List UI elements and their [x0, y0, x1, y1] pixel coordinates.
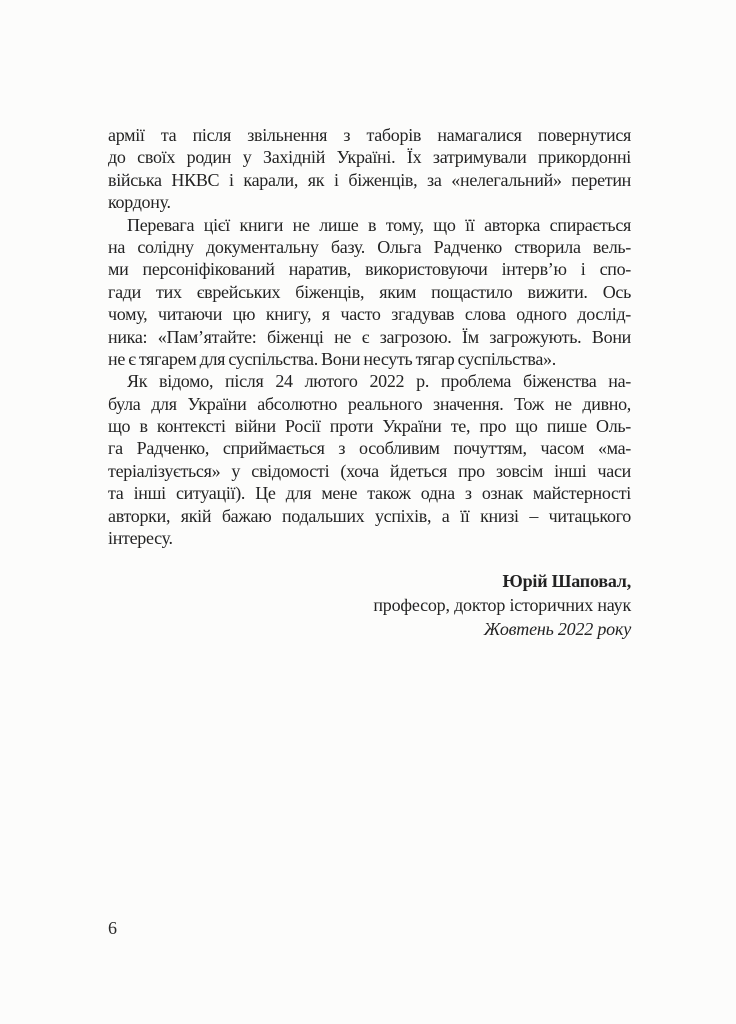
- text-line: не є тягарем для суспільства. Вони несуть тягар суспільства».: [108, 348, 556, 369]
- paragraph: [108, 214, 631, 371]
- signature-date: Жовтень 2022 року: [483, 619, 631, 640]
- text-line: та інші ситуації). Це для мене також одна з ознак майстерності: [108, 483, 631, 504]
- text-line: чому, читаючи цю книгу, я часто згадував слова одного дослід-: [108, 304, 631, 325]
- text-line: до своїх родин у Західній Україні. Їх затримували прикордонні: [108, 147, 631, 168]
- text-line: ника: «Пам’ятайте: біженці не є загрозою. Їм загрожують. Вони: [108, 326, 631, 347]
- text-line: інтересу.: [108, 528, 173, 549]
- text-line: теріалізується» у свідомості (хоча йдеться про зовсім інші часи: [108, 460, 631, 481]
- page-number: 6: [108, 918, 117, 938]
- text-line: війська НКВС і карали, як і біженців, за «нелегальний» перетин: [108, 169, 631, 190]
- text-line: Перевага цієї книги не лише в тому, що її авторка спирається: [127, 214, 631, 235]
- text-line: авторки, якій бажаю подальших успіхів, а її книзі – читацького: [108, 505, 631, 526]
- text-line: ми персоніфікований наратив, використовуючи інтерв’ю і спо-: [108, 259, 631, 280]
- signature-author-name: Юрій Шаповал,: [502, 571, 631, 592]
- signature-author-title: професор, доктор історичних наук: [373, 595, 631, 616]
- text-line: Як відомо, після 24 лютого 2022 р. проблема біженства на-: [127, 371, 631, 392]
- paragraph: [108, 370, 631, 549]
- text-line: була для України абсолютно реального значення. Тож не дивно,: [108, 393, 631, 414]
- text-line: кордону.: [108, 192, 171, 213]
- foreword-paragraphs: [108, 124, 631, 549]
- foreword-text-block: [108, 124, 631, 641]
- signature-block: [108, 569, 631, 641]
- text-line: на солідну документальну базу. Ольга Радченко створила вель-: [108, 236, 631, 257]
- text-line: га Радченко, сприймається з особливим почуттям, часом «ма-: [108, 438, 631, 459]
- paragraph: [108, 124, 631, 214]
- text-line: армії та після звільнення з таборів намагалися повернутися: [108, 125, 631, 145]
- text-line: гади тих єврейських біженців, яким пощастило вижити. Ось: [108, 281, 631, 302]
- text-line: що в контексті війни Росії проти України те, про що пише Оль-: [108, 416, 631, 437]
